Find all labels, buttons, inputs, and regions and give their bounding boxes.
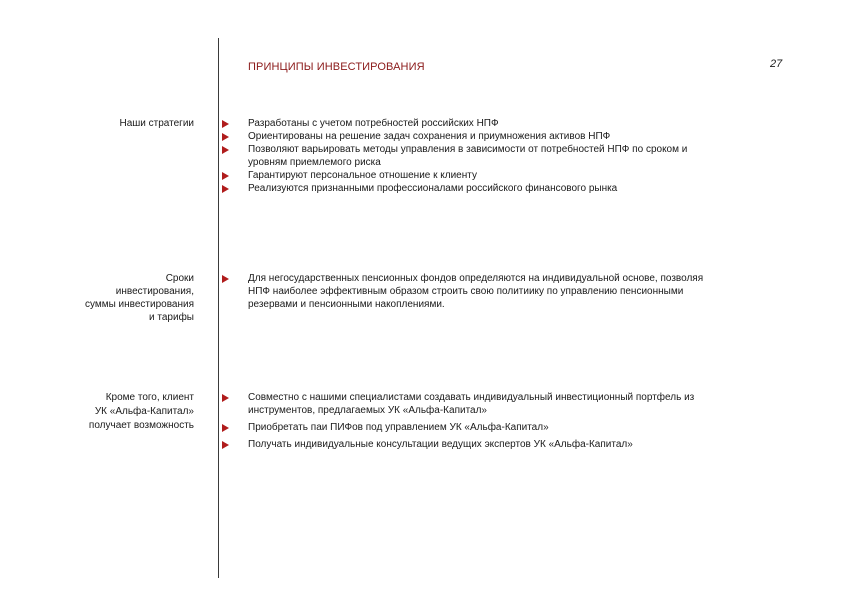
list-item-text: Ориентированы на решение задач сохранения и приумножения активов НПФ (248, 131, 611, 142)
section-label-opportunities (89, 391, 194, 433)
list-item-text: Получать индивидуальные консультации ведущих экспертов УК «Альфа-Капитал» (248, 439, 633, 450)
triangle-right-arrow-icon (222, 133, 229, 141)
page-title: ПРИНЦИПЫ ИНВЕСТИРОВАНИЯ (248, 61, 425, 73)
triangle-right-arrow-icon (222, 146, 229, 154)
triangle-right-arrow-icon (222, 441, 229, 449)
section-label-line: получает возможность (88, 420, 194, 431)
list-item-text: Приобретать паи ПИФов под управлением УК «Альфа-Капитал» (248, 422, 549, 433)
section-label-line: и тарифы (149, 312, 194, 323)
list-item (222, 117, 732, 130)
section-label-line: инвестирования, (115, 286, 194, 297)
list-item-text: Совместно с нашими специалистами создавать индивидуальный инвестиционный портфель из инструментов, предлагаемых УК «Альфа-Капитал» (248, 392, 695, 416)
list-item-text: Гарантируют персональное отношение к клиенту (248, 170, 477, 181)
section-label-line: Сроки (165, 273, 194, 284)
section-label-line: Кроме того, клиент (105, 392, 194, 403)
triangle-right-arrow-icon (222, 275, 229, 283)
bullet-list-terms (222, 272, 722, 311)
list-item (222, 438, 732, 451)
triangle-right-arrow-icon (222, 394, 229, 402)
list-item-text: Реализуются признанными профессионалами российского финансового рынка (248, 183, 618, 194)
list-item (222, 391, 718, 417)
section-label-line: Наши стратегии (119, 118, 194, 129)
section-label-line: УК «Альфа-Капитал» (94, 406, 194, 417)
triangle-right-arrow-icon (222, 185, 229, 193)
section-label-line: суммы инвестирования (84, 299, 194, 310)
list-item-text: Позволяют варьировать методы управления в зависимости от потребностей НПФ по сроком и уровням приемлемого риска (248, 144, 688, 168)
bullet-list-opportunities (222, 391, 732, 455)
triangle-right-arrow-icon (222, 424, 229, 432)
list-item (222, 130, 732, 143)
list-item (222, 421, 732, 434)
section-label-terms (85, 272, 194, 324)
page-number: 27 (770, 58, 783, 70)
triangle-right-arrow-icon (222, 172, 229, 180)
list-item-text: Разработаны с учетом потребностей российских НПФ (248, 118, 499, 129)
list-item-text: Для негосударственных пенсионных фондов определяются на индивидуальной основе, позволяя НПФ наиболее эффективным образом строить свою политиику по управлению пенсионными резервами и пенсионными накоплениями. (248, 273, 704, 310)
list-item (222, 272, 722, 311)
vertical-divider (218, 38, 219, 578)
list-item (222, 143, 708, 169)
bullet-list-strategies (222, 117, 732, 195)
section-label-strategies (119, 117, 194, 130)
triangle-right-arrow-icon (222, 120, 229, 128)
list-item (222, 169, 732, 182)
list-item (222, 182, 732, 195)
